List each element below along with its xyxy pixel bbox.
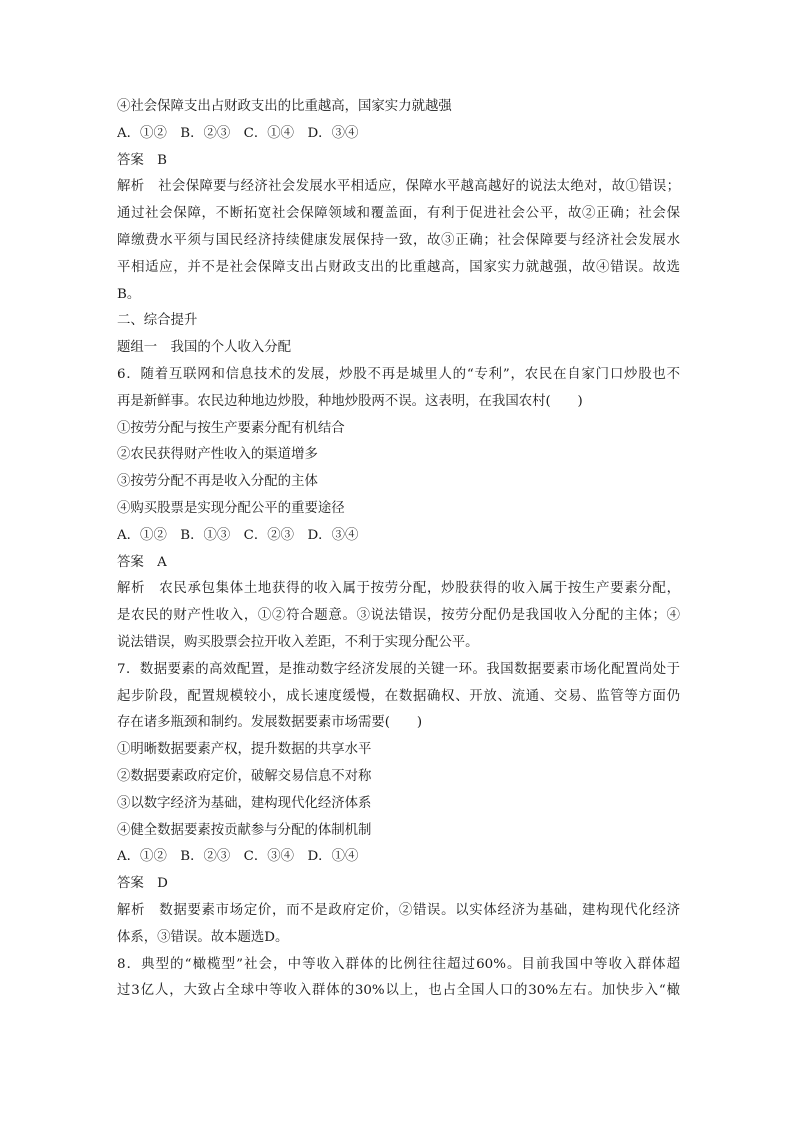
text-line: A．①② B．②③ C．③④ D．①④ [117, 849, 359, 865]
document-page [117, 94, 680, 1005]
text-line: 通过社会保障，不断拓宽社会保障领域和覆盖面，有利于促进社会公平，故②正确；社会保 [117, 206, 680, 222]
text-line: ②数据要素政府定价，破解交易信息不对称 [117, 768, 372, 784]
text-line: ④社会保障支出占财政支出的比重越高，国家实力就越强 [117, 99, 452, 114]
text-line: 8．典型的“橄榄型”社会，中等收入群体的比例往往超过60%。目前我国中等收入群体超 [117, 956, 680, 972]
text-line: ②农民获得财产性收入的渠道增多 [117, 447, 318, 463]
text-line: A．①② B．②③ C．①④ D．③④ [117, 125, 359, 141]
text-line: 解析 农民承包集体土地获得的收入属于按劳分配，炒股获得的收入属于按生产要素分配， [117, 581, 680, 597]
text-line: 平相适应，并不是社会保障支出占财政支出的比重越高，国家实力就越强，故④错误。故选 [117, 259, 680, 275]
text-line: 过3亿人，大致占全球中等收入群体的30%以上，也占全国人口的30%左右。加快步入“橄 [117, 983, 680, 999]
text-line: ③以数字经济为基础，建构现代化经济体系 [117, 795, 372, 811]
text-line: 是农民的财产性收入，①②符合题意。③说法错误，按劳分配仍是我国收入分配的主体；④ [117, 608, 680, 624]
text-line: 说法错误，购买股票会拉开收入差距，不利于实现分配公平。 [117, 634, 479, 650]
text-line: 障缴费水平须与国民经济持续健康发展保持一致，故③正确；社会保障要与经济社会发展水 [117, 232, 680, 248]
text-line: 起步阶段，配置规模较小，成长速度缓慢，在数据确权、开放、流通、交易、监管等方面仍 [117, 688, 680, 704]
text-line: 再是新鲜事。农民边种地边炒股，种地炒股两不误。这表明，在我国农村( ) [117, 393, 583, 409]
text-line: ④健全数据要素按贡献参与分配的体制机制 [117, 822, 372, 838]
text-line: ①明晰数据要素产权，提升数据的共享水平 [117, 742, 372, 758]
text-line: 二、综合提升 [117, 313, 198, 329]
text-line: 解析 社会保障要与经济社会发展水平相适应，保障水平越高越好的说法太绝对，故①错误； [117, 179, 680, 195]
text-line: 答案 B [117, 152, 168, 168]
text-line: 体系，③错误。故本题选D。 [117, 929, 289, 945]
text-line: 存在诸多瓶颈和制约。发展数据要素市场需要( ) [117, 715, 423, 731]
text-line: 题组一 我国的个人收入分配 [117, 340, 292, 356]
text-line: 答案 D [117, 876, 168, 892]
text-line: 答案 A [117, 554, 167, 570]
text-line: ①按劳分配与按生产要素分配有机结合 [117, 420, 345, 436]
text-line: 解析 数据要素市场定价，而不是政府定价，②错误。以实体经济为基础，建构现代化经济 [117, 902, 680, 918]
text-line: 6．随着互联网和信息技术的发展，炒股不再是城里人的“专利”，农民在自家门口炒股也不 [117, 366, 680, 382]
text-line: B。 [117, 286, 141, 302]
text-line: A．①② B．①③ C．②③ D．③④ [117, 527, 359, 543]
text-line: ④购买股票是实现分配公平的重要途径 [117, 500, 345, 516]
text-line: 7．数据要素的高效配置，是推动数字经济发展的关键一环。我国数据要素市场化配置尚处于 [117, 661, 680, 677]
text-line: ③按劳分配不再是收入分配的主体 [117, 474, 318, 490]
